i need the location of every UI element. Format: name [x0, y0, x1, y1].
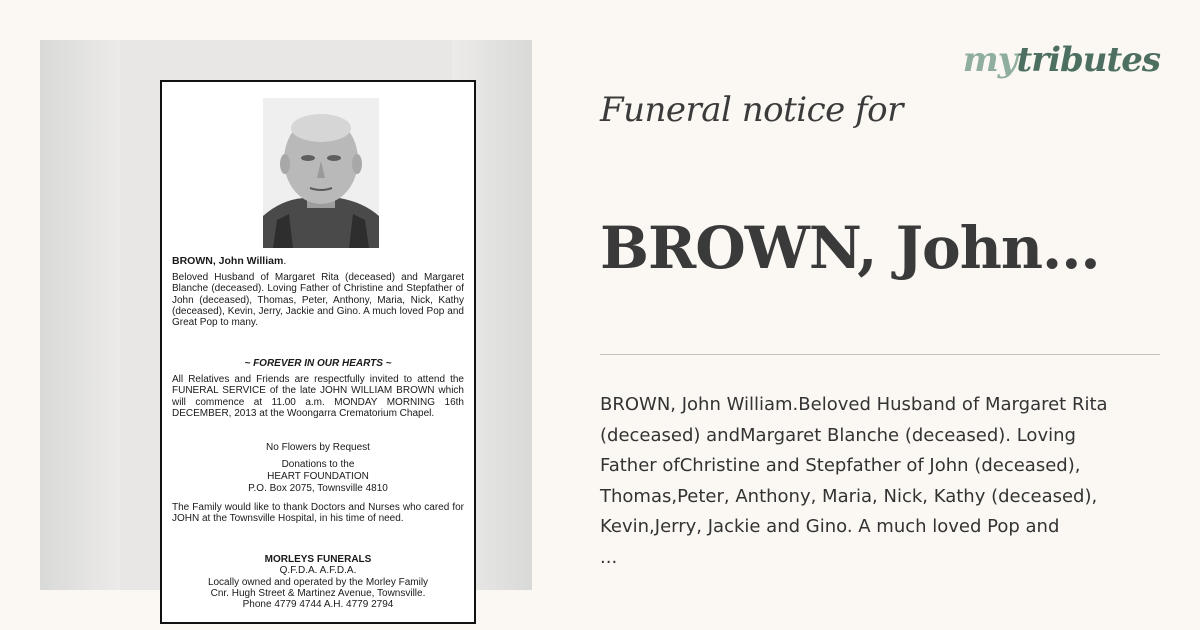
image-backdrop-left	[40, 40, 120, 590]
notice-image-panel	[40, 40, 532, 611]
funeral-director-line: Locally owned and operated by the Morley Family	[207, 576, 429, 588]
mytributes-logo[interactable]: mytributes	[962, 40, 1160, 80]
excerpt-ellipsis: ...	[600, 546, 618, 568]
funeral-director-line: Phone 4779 4744 A.H. 4779 2794	[242, 599, 394, 611]
page-subtitle: Funeral notice for	[600, 90, 903, 130]
excerpt-line: (deceased) andMargaret Blanche (deceased). Loving	[600, 424, 1076, 446]
notice-thanks-paragraph: The Family would like to thank Doctors and Nurses who cared for JOHN at the Townsville Hospital, in his time of need.	[172, 502, 464, 525]
excerpt-line: BROWN, John William.Beloved Husband of Margaret Rita	[600, 394, 1108, 415]
funeral-director-line: Q.F.D.A. A.F.D.A.	[279, 565, 357, 577]
newspaper-notice	[160, 80, 476, 624]
notice-donations-line-1: Donations to the	[281, 459, 355, 470]
notice-tagline: ~ FOREVER IN OUR HEARTS ~	[244, 358, 392, 369]
notice-no-flowers: No Flowers by Request	[266, 442, 370, 453]
divider	[600, 354, 1160, 355]
funeral-director-line: Cnr. Hugh Street & Martinez Avenue, Townsville.	[210, 587, 426, 599]
portrait-photo	[263, 98, 379, 248]
deceased-name-title: BROWN, John...	[600, 214, 1100, 282]
notice-donations-line-2: HEART FOUNDATION	[267, 471, 369, 482]
excerpt-line: Father ofChristine and Stepfather of John (deceased),	[600, 455, 1081, 476]
funeral-director-name: MORLEYS FUNERALS	[264, 554, 372, 565]
notice-service-paragraph: All Relatives and Friends are respectfully invited to attend the FUNERAL SERVICE of the late JOHN WILLIAM BROWN which will commence at 11.00 a.m. MONDAY MORNING 16th DECEMBER, 2013 at the Woongarra Crematorium Chapel.	[172, 374, 464, 419]
notice-family-paragraph: Beloved Husband of Margaret Rita (deceased) and Margaret Blanche (deceased). Loving Father of Christine and Stepfather of John (deceased), Thomas, Peter, Anthony, Maria, Nick, Kathy (deceased), Kevin, Jerry, Jackie and Gino. A much loved Pop and Great Pop to many.	[172, 272, 464, 329]
funeral-director-block	[162, 554, 474, 610]
excerpt-line: Thomas,Peter, Anthony, Maria, Nick, Kathy (deceased),	[600, 485, 1098, 507]
excerpt-line: Kevin,Jerry, Jackie and Gino. A much loved Pop and	[600, 516, 1060, 537]
notice-excerpt	[600, 390, 1160, 573]
notice-deceased-name: BROWN, John William.	[172, 255, 287, 267]
portrait-image	[263, 98, 379, 248]
notice-donations-line-3: P.O. Box 2075, Townsville 4810	[248, 483, 388, 494]
